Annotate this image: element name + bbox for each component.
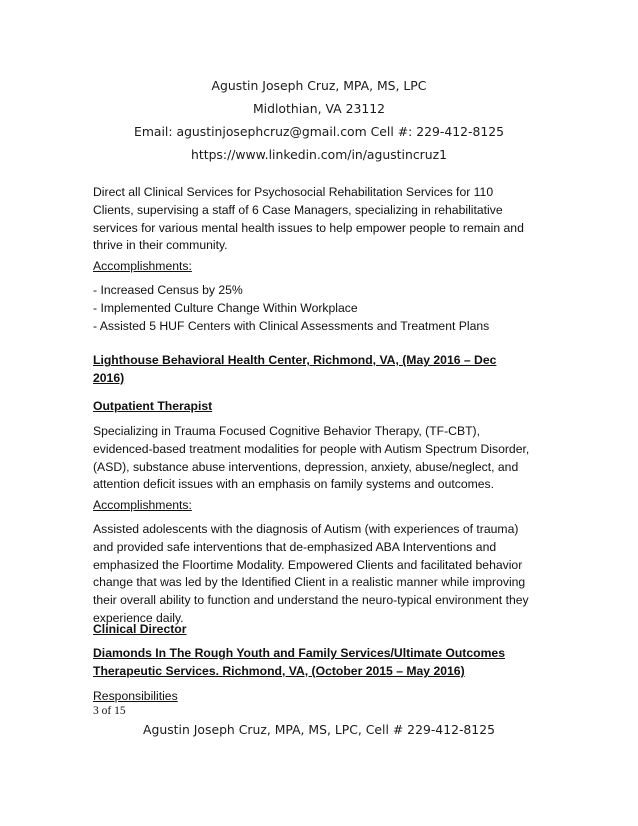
header-linkedin[interactable]: https://www.linkedin.com/in/agustincruz1 <box>191 147 447 162</box>
intro-line: Clients, supervising a staff of 6 Case Managers, specializing in rehabilitative <box>93 202 503 217</box>
job1-accomplishments-heading <box>93 497 533 515</box>
employer-line: Therapeutic Services. Richmond, VA, (October 2015 – May 2016) <box>93 663 465 678</box>
job-title-text: Clinical Director <box>93 622 187 636</box>
intro-line: services for various mental health issues to help empower people to remain and <box>93 220 524 235</box>
employer-line: Lighthouse Behavioral Health Center, Richmond, VA, (May 2016 – Dec <box>93 353 497 367</box>
description-line: evidenced-based treatment modalities for people with Autism Spectrum Disorder, <box>93 441 530 456</box>
employer-line: 2016) <box>93 370 125 385</box>
job1-accomplishments <box>93 521 533 628</box>
responsibilities-heading-text: Responsibilities <box>93 689 178 703</box>
accomplishment-line: Assisted adolescents with the diagnosis of Autism (with experiences of trauma) <box>93 522 519 536</box>
page-footer: Agustin Joseph Cruz, MPA, MS, LPC, Cell # 229-412-8125 <box>143 722 495 737</box>
list-item: - Increased Census by 25% <box>93 283 243 297</box>
accomplishments-heading <box>93 258 533 276</box>
responsibilities-heading <box>93 688 533 706</box>
job-title-clinical-director <box>93 621 533 639</box>
list-item: - Assisted 5 HUF Centers with Clinical Assessments and Treatment Plans <box>93 318 490 333</box>
accomplishment-line: experience daily. <box>93 610 184 625</box>
intro-line: thrive in their community. <box>93 238 228 253</box>
accomplishments-list <box>93 282 533 335</box>
description-line: (ASD), substance abuse interventions, depression, anxiety, abuse/neglect, and <box>93 459 519 474</box>
employer-diamonds <box>93 645 533 681</box>
job-title-outpatient <box>93 398 533 416</box>
accomplishments-heading-text: Accomplishments: <box>93 259 192 273</box>
accomplishment-line: emphasized the Floortime Modality. Empowered Clients and facilitated behavior <box>93 557 523 572</box>
employer-lighthouse <box>93 352 533 388</box>
accomplishments-heading-text: Accomplishments: <box>93 498 192 512</box>
page-number: 3 of 15 <box>93 705 126 717</box>
header-name: Agustin Joseph Cruz, MPA, MS, LPC <box>211 78 427 93</box>
accomplishment-line: their overall ability to function and understand the neuro-typical environment they <box>93 593 529 608</box>
job-title-text: Outpatient Therapist <box>93 399 213 413</box>
description-line: Specializing in Trauma Focused Cognitive Behavior Therapy, (TF-CBT), <box>93 424 480 438</box>
header-contact: Email: agustinjosephcruz@gmail.com Cell #: 229-412-8125 <box>133 124 504 139</box>
intro-line: Direct all Clinical Services for Psychosocial Rehabilitation Services for 110 <box>93 185 494 199</box>
job1-description <box>93 423 533 494</box>
header-location: Midlothian, VA 23112 <box>252 101 385 116</box>
accomplishment-line: change that was led by the Identified Client in a realistic manner while improving <box>93 575 526 590</box>
employer-line: Diamonds In The Rough Youth and Family Services/Ultimate Outcomes <box>93 646 505 660</box>
list-item: - Implemented Culture Change Within Workplace <box>93 300 358 315</box>
description-line: attention deficit issues with an emphasis on family systems and outcomes. <box>93 477 495 492</box>
intro-paragraph <box>93 184 533 255</box>
accomplishment-line: and provided safe interventions that de-emphasized ABA Interventions and <box>93 539 497 554</box>
